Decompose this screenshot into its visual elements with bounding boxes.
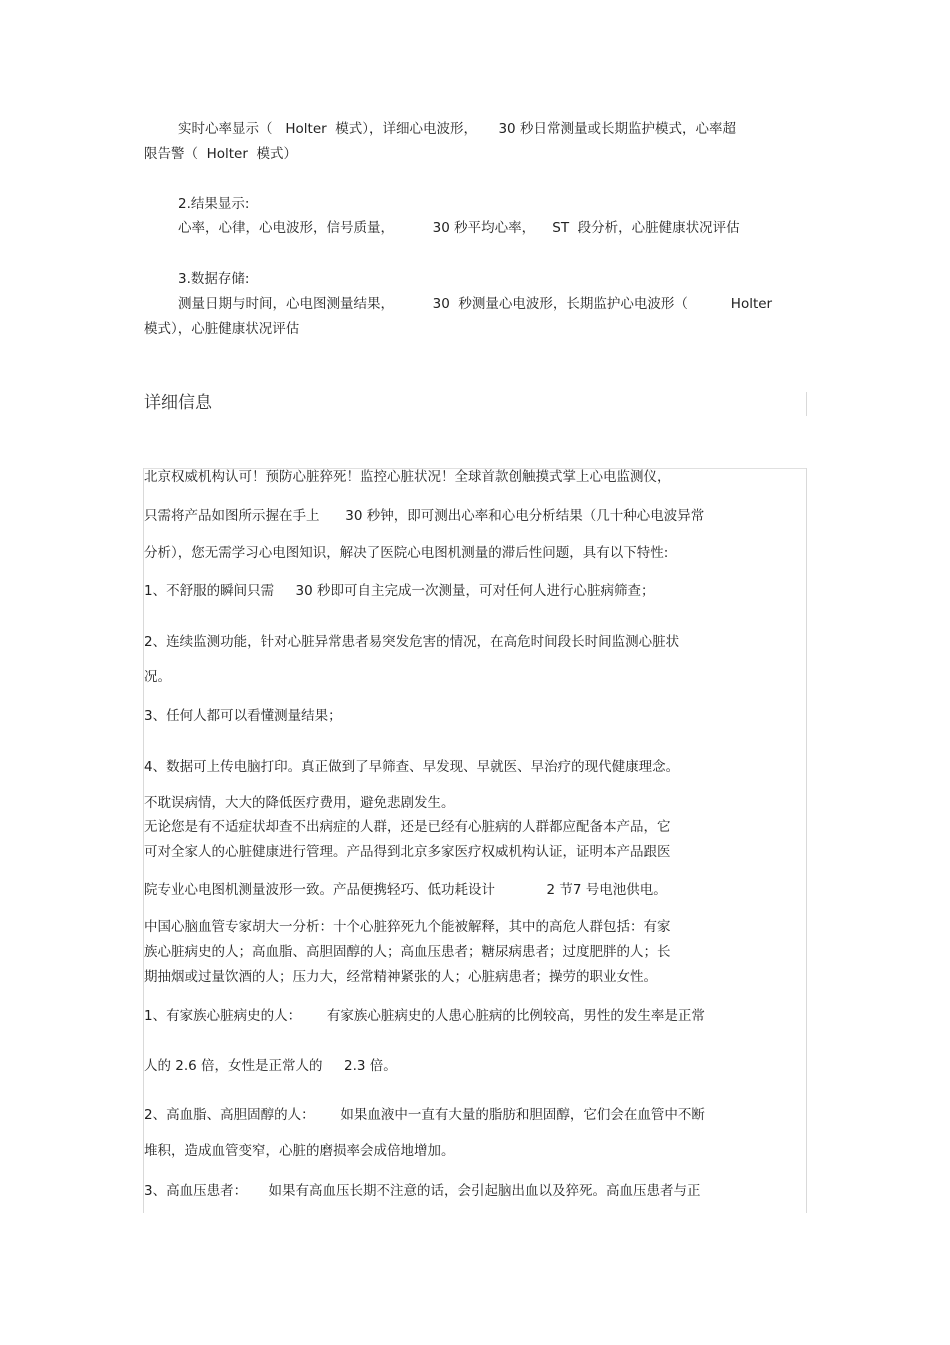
heading-divider: [806, 392, 807, 416]
detail-box-right-border: [806, 468, 807, 1213]
feature-item-1: 1、不舒服的瞬间只需 30 秒即可自主完成一次测量，可对任何人进行心脏病筛查；: [144, 583, 655, 599]
expert-analysis: 族心脏病史的人；高血脂、高胆固醇的人；高血压患者；糖尿病患者；过度肥胖的人；长: [144, 944, 671, 960]
detail-paragraph: 只需将产品如图所示握在手上 30 秒钟，即可测出心率和心电分析结果（几十种心电波异常: [144, 508, 705, 524]
detail-paragraph: 无论您是有不适症状却查不出病症的人群，还是已经有心脏病的人群都应配备本产品，它: [144, 819, 671, 835]
risk-group-2: 2、高血脂、高胆固醇的人： 如果血液中一直有大量的脂肪和胆固醇，它们会在血管中不断: [144, 1107, 705, 1123]
detail-paragraph: 北京权威机构认可！预防心脏猝死！监控心脏状况！全球首款创触摸式掌上心电监测仪，: [144, 469, 671, 485]
detail-heading: 详细信息: [144, 393, 212, 413]
data-storage-title: 3.数据存储:: [178, 271, 250, 287]
detail-box-left-border: [143, 468, 144, 1213]
result-display-line: 心率，心律，心电波形，信号质量， 30 秒平均心率， ST 段分析，心脏健康状况评估: [178, 220, 740, 236]
feature-item-4: 4、数据可上传电脑打印。真正做到了早筛查、早发现、早就医、早治疗的现代健康理念。: [144, 759, 680, 775]
detail-paragraph: 分析），您无需学习心电图知识，解决了医院心电图机测量的滞后性问题，具有以下特性:: [144, 545, 669, 561]
risk-group-1-cont: 人的 2.6 倍，女性是正常人的 2.3 倍。: [144, 1058, 397, 1074]
data-storage-line: 测量日期与时间，心电图测量结果， 30 秒测量心电波形，长期监护心电波形（ Holter: [178, 296, 773, 312]
realtime-display-line: 实时心率显示（ Holter 模式），详细心电波形， 30 秒日常测量或长期监护模式，心率超: [178, 121, 736, 137]
feature-item-2-cont: 况。: [144, 669, 171, 685]
data-storage-line-2: 模式），心脏健康状况评估: [144, 321, 300, 337]
detail-paragraph: 可对全家人的心脏健康进行管理。产品得到北京多家医疗权威机构认证，证明本产品跟医: [144, 844, 671, 860]
risk-group-3: 3、高血压患者： 如果有高血压长期不注意的话，会引起脑出血以及猝死。高血压患者与正: [144, 1183, 701, 1199]
expert-analysis: 期抽烟或过量饮酒的人；压力大，经常精神紧张的人；心脏病患者；操劳的职业女性。: [144, 969, 657, 985]
risk-group-1: 1、有家族心脏病史的人： 有家族心脏病史的人患心脏病的比例较高，男性的发生率是正常: [144, 1008, 705, 1024]
detail-paragraph: 不耽误病情，大大的降低医疗费用，避免悲剧发生。: [144, 795, 455, 811]
risk-group-2-cont: 堆积，造成血管变窄，心脏的磨损率会成倍地增加。: [144, 1143, 455, 1159]
expert-analysis: 中国心脑血管专家胡大一分析：十个心脏猝死九个能被解释，其中的高危人群包括：有家: [144, 919, 671, 935]
detail-paragraph: 院专业心电图机测量波形一致。产品便携轻巧、低功耗设计 2 节7 号电池供电。: [144, 882, 667, 898]
feature-item-3: 3、任何人都可以看懂测量结果；: [144, 708, 342, 724]
result-display-title: 2.结果显示:: [178, 196, 250, 212]
alarm-line: 限告警（ Holter 模式）: [144, 146, 297, 162]
feature-item-2: 2、连续监测功能，针对心脏异常患者易突发危害的情况，在高危时间段长时间监测心脏状: [144, 634, 680, 650]
